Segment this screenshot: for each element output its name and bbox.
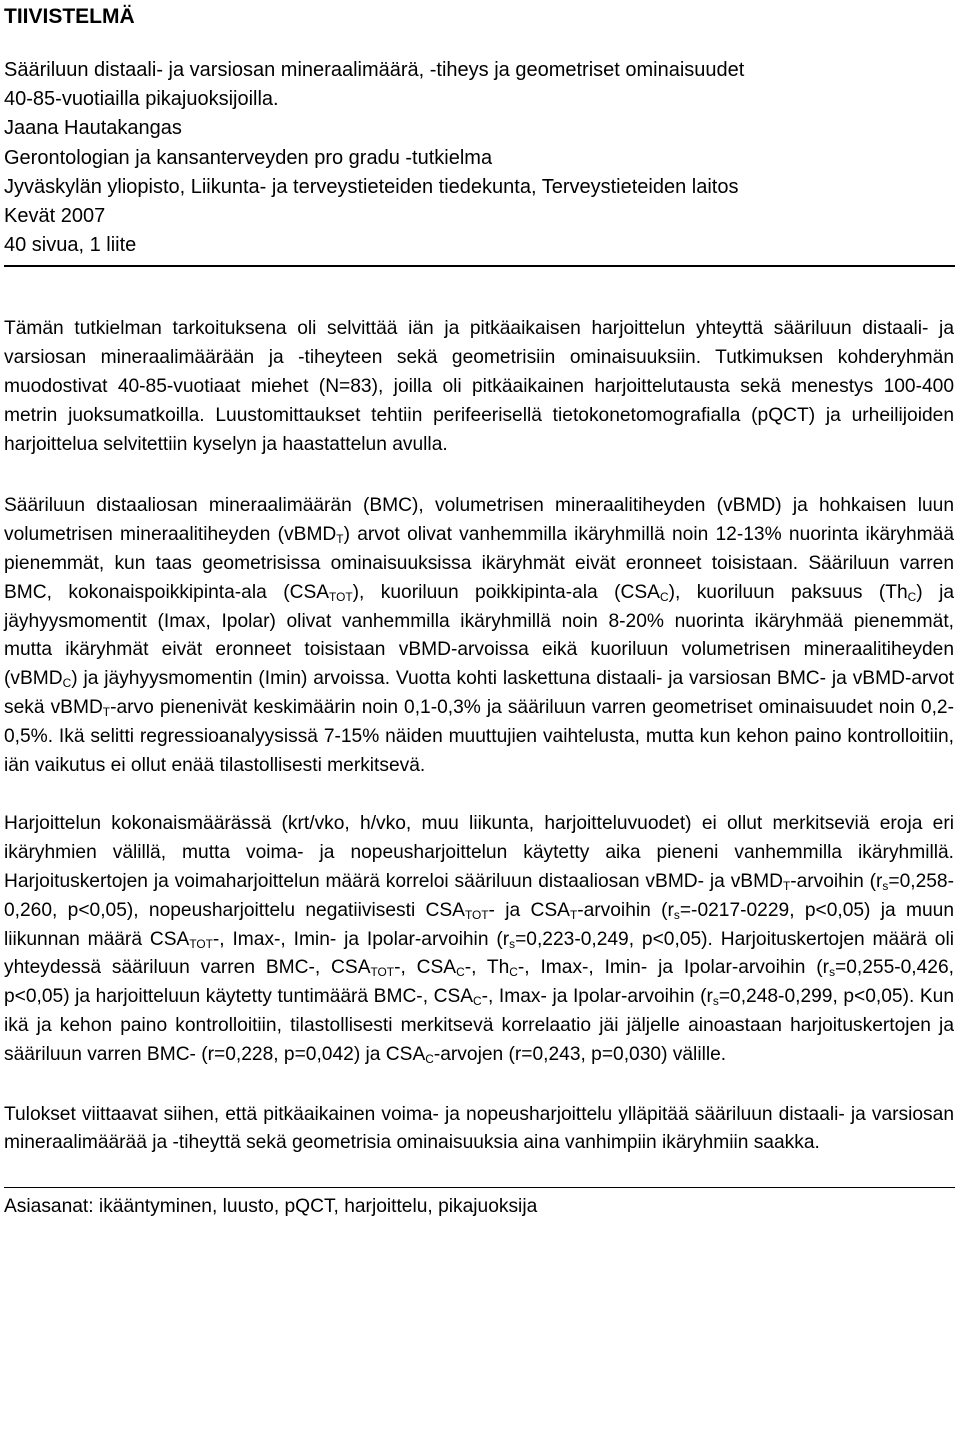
abstract-body xyxy=(4,315,954,1158)
subscript: T xyxy=(782,878,791,893)
thesis-title-line-2: 40-85-vuotiailla pikajuoksijoilla. xyxy=(4,88,279,111)
subscript: C xyxy=(907,589,917,604)
subscript: C xyxy=(509,965,518,980)
abstract-paragraph-4: Tulokset viittaavat siihen, että pitkäaikainen voima- ja nopeusharjoittelu ylläpitää sääriluun distaali- ja varsiosan mineraalimäärää ja -tiheyttä sekä geometrisia ominaisuuksia aina vanhimpiin ikäryhmiin saakka. xyxy=(4,1103,954,1154)
document-page xyxy=(4,0,954,1221)
abstract-paragraph-1: Tämän tutkielman tarkoituksena oli selvittää iän ja pitkäaikaisen harjoittelun yhteyttä sääriluun distaali- ja varsiosan mineraalimäärään ja -tiheyteen sekä geometrisiin ominaisuuksiin. Tutkimuksen kohderyhmän muodostivat 40-85-vuotiaat miehet (N=83), joilla oli pitkäaikainen harjoittelutausta sekä menestys 100-400 metrin juoksumatkoilla. Luustomittaukset tehtiin perifeerisellä tietokonetomografialla (pQCT) ja urheilijoiden harjoittelua selvitettiin kyselyn ja haastattelun avulla. xyxy=(4,318,954,455)
abstract-paragraph-2: Sääriluun distaaliosan mineraalimäärän (BMC), volumetrisen mineraalitiheyden (vBMD) ja hohkaisen luun volumetrisen mineraalitiheyden (vBMD$_T$) arvot olivat vanhemmilla ikäryhmillä noin 12-13% nuorinta ikäryhmää pienemmät, kun taas geometrisissa ominaisuuksissa ikäryhmät eivät eronneet toisistaan. Sääriluun varren BMC, kokonaispoikkipinta-ala $(CSA_{TOT})$, kuoriluun poikkipinta-ala $(CSA_C)$, kuoriluun paksuus $(Th_C)$ ja jäyhyysmomentit (Imax, Ipolar) olivat vanhemmilla ikäryhmillä noin 8-20% nuorinta ikäryhmää pienemmät, mutta ikäryhmät eivät eronneet toisistaan vBMD-arvoissa eikä kuoriluun volumetrisen mineraalitiheyden (vBMD$_C$) ja jäyhyysmomentin (Imin) arvoissa. Vuotta kohti laskettuna distaali- ja varsiosan BMC- ja vBMD-arvot sekä vBMD$_T$-arvo pienenivät keskimäärin noin 0,1-0,3% ja sääriluun varren geometriset ominaisuudet noin 0,2-0,5%. Ikä selitti regressioanalyysissä 7-15% näiden muuttujien vaihtelusta, mutta kun kehon paino kontrolloitiin, iän vaikutus ei ollut enää tilastollisesti merkitsevä. xyxy=(4,495,955,776)
institution: Jyväskylän yliopisto, Liikunta- ja terveystieteiden tiedekunta, Terveystieteiden laitos xyxy=(4,175,739,198)
subscript: s xyxy=(673,907,680,922)
keywords-divider xyxy=(4,1187,955,1188)
subscript: TOT xyxy=(329,589,353,604)
document-title: TIIVISTELMÄ xyxy=(4,5,135,28)
subscript: C xyxy=(456,965,465,980)
subscript: s xyxy=(882,878,889,893)
subscript: s xyxy=(829,965,836,980)
keywords: Asiasanat: ikääntyminen, luusto, pQCT, harjoittelu, pikajuoksija xyxy=(4,1196,538,1218)
subscript: C xyxy=(659,589,669,604)
subscript: s xyxy=(712,994,719,1009)
thesis-header xyxy=(4,56,954,260)
subscript: T xyxy=(102,704,111,719)
abstract-paragraph-3: Harjoittelun kokonaismäärässä (krt/vko, h/vko, muu liikunta, harjoitteluvuodet) ei ollut merkitseviä eroja eri ikäryhmien välillä, mutta voima- ja nopeusharjoittelun käytetty aika pieneni vanhemmilla ikäryhmillä. Harjoituskertojen ja voimaharjoittelun määrä korreloi sääriluun distaaliosan vBMD- ja vBMD$_T$-arvoihin ($r_s=0,258-0,260$, p<0,05), nopeusharjoittelu negatiivisesti $CSA_{TOT}-$ ja $CSA_T$-arvoihin ($r_s=-0217-0229$, p<0,05) ja muun liikunnan määrä $CSA_{TOT}-$, Imax-, Imin- ja Ipolar-arvoihin ($r_s=0,223-0,249$, p<0,05). Harjoituskertojen määrä oli yhteydessä sääriluun varren BMC-, $CSA_{TOT}-$, $CSA_C-$, $Th_C-$, Imax-, Imin- ja Ipolar-arvoihin ($r_s=0,255-0,426$, p<0,05) ja harjoitteluun käytetty tuntimäärä BMC-, $CSA_C-$, Imax- ja Ipolar-arvoihin ($r_s=0,248-0,299$, p<0,05). Kun ikä ja kehon paino kontrolloitiin, tilastollisesti merkitsevä korrelaatio jäi jäljelle ainoastaan harjoituskertojen ja sääriluun varren BMC- (r=0,228, p=0,042) ja $CSA_C$-arvojen (r=0,243, p=0,030) välille. xyxy=(4,813,954,1066)
author-name: Jaana Hautakangas xyxy=(4,117,182,140)
thesis-title-line-1: Sääriluun distaali- ja varsiosan mineraalimäärä, -tiheys ja geometriset ominaisuudet xyxy=(4,59,745,81)
page-count: 40 sivua, 1 liite xyxy=(4,234,137,257)
degree-program: Gerontologian ja kansanterveyden pro gradu -tutkielma xyxy=(4,146,493,169)
subscript: s xyxy=(509,936,516,951)
date: Kevät 2007 xyxy=(4,205,106,228)
header-divider xyxy=(4,265,955,267)
subscript: C xyxy=(62,676,72,691)
subscript: T xyxy=(336,532,344,547)
subscript: TOT xyxy=(370,965,395,980)
subscript: TOT xyxy=(189,936,213,951)
subscript: C xyxy=(425,1051,434,1066)
subscript: T xyxy=(569,907,578,922)
subscript: TOT xyxy=(464,907,489,922)
subscript: C xyxy=(473,994,482,1009)
